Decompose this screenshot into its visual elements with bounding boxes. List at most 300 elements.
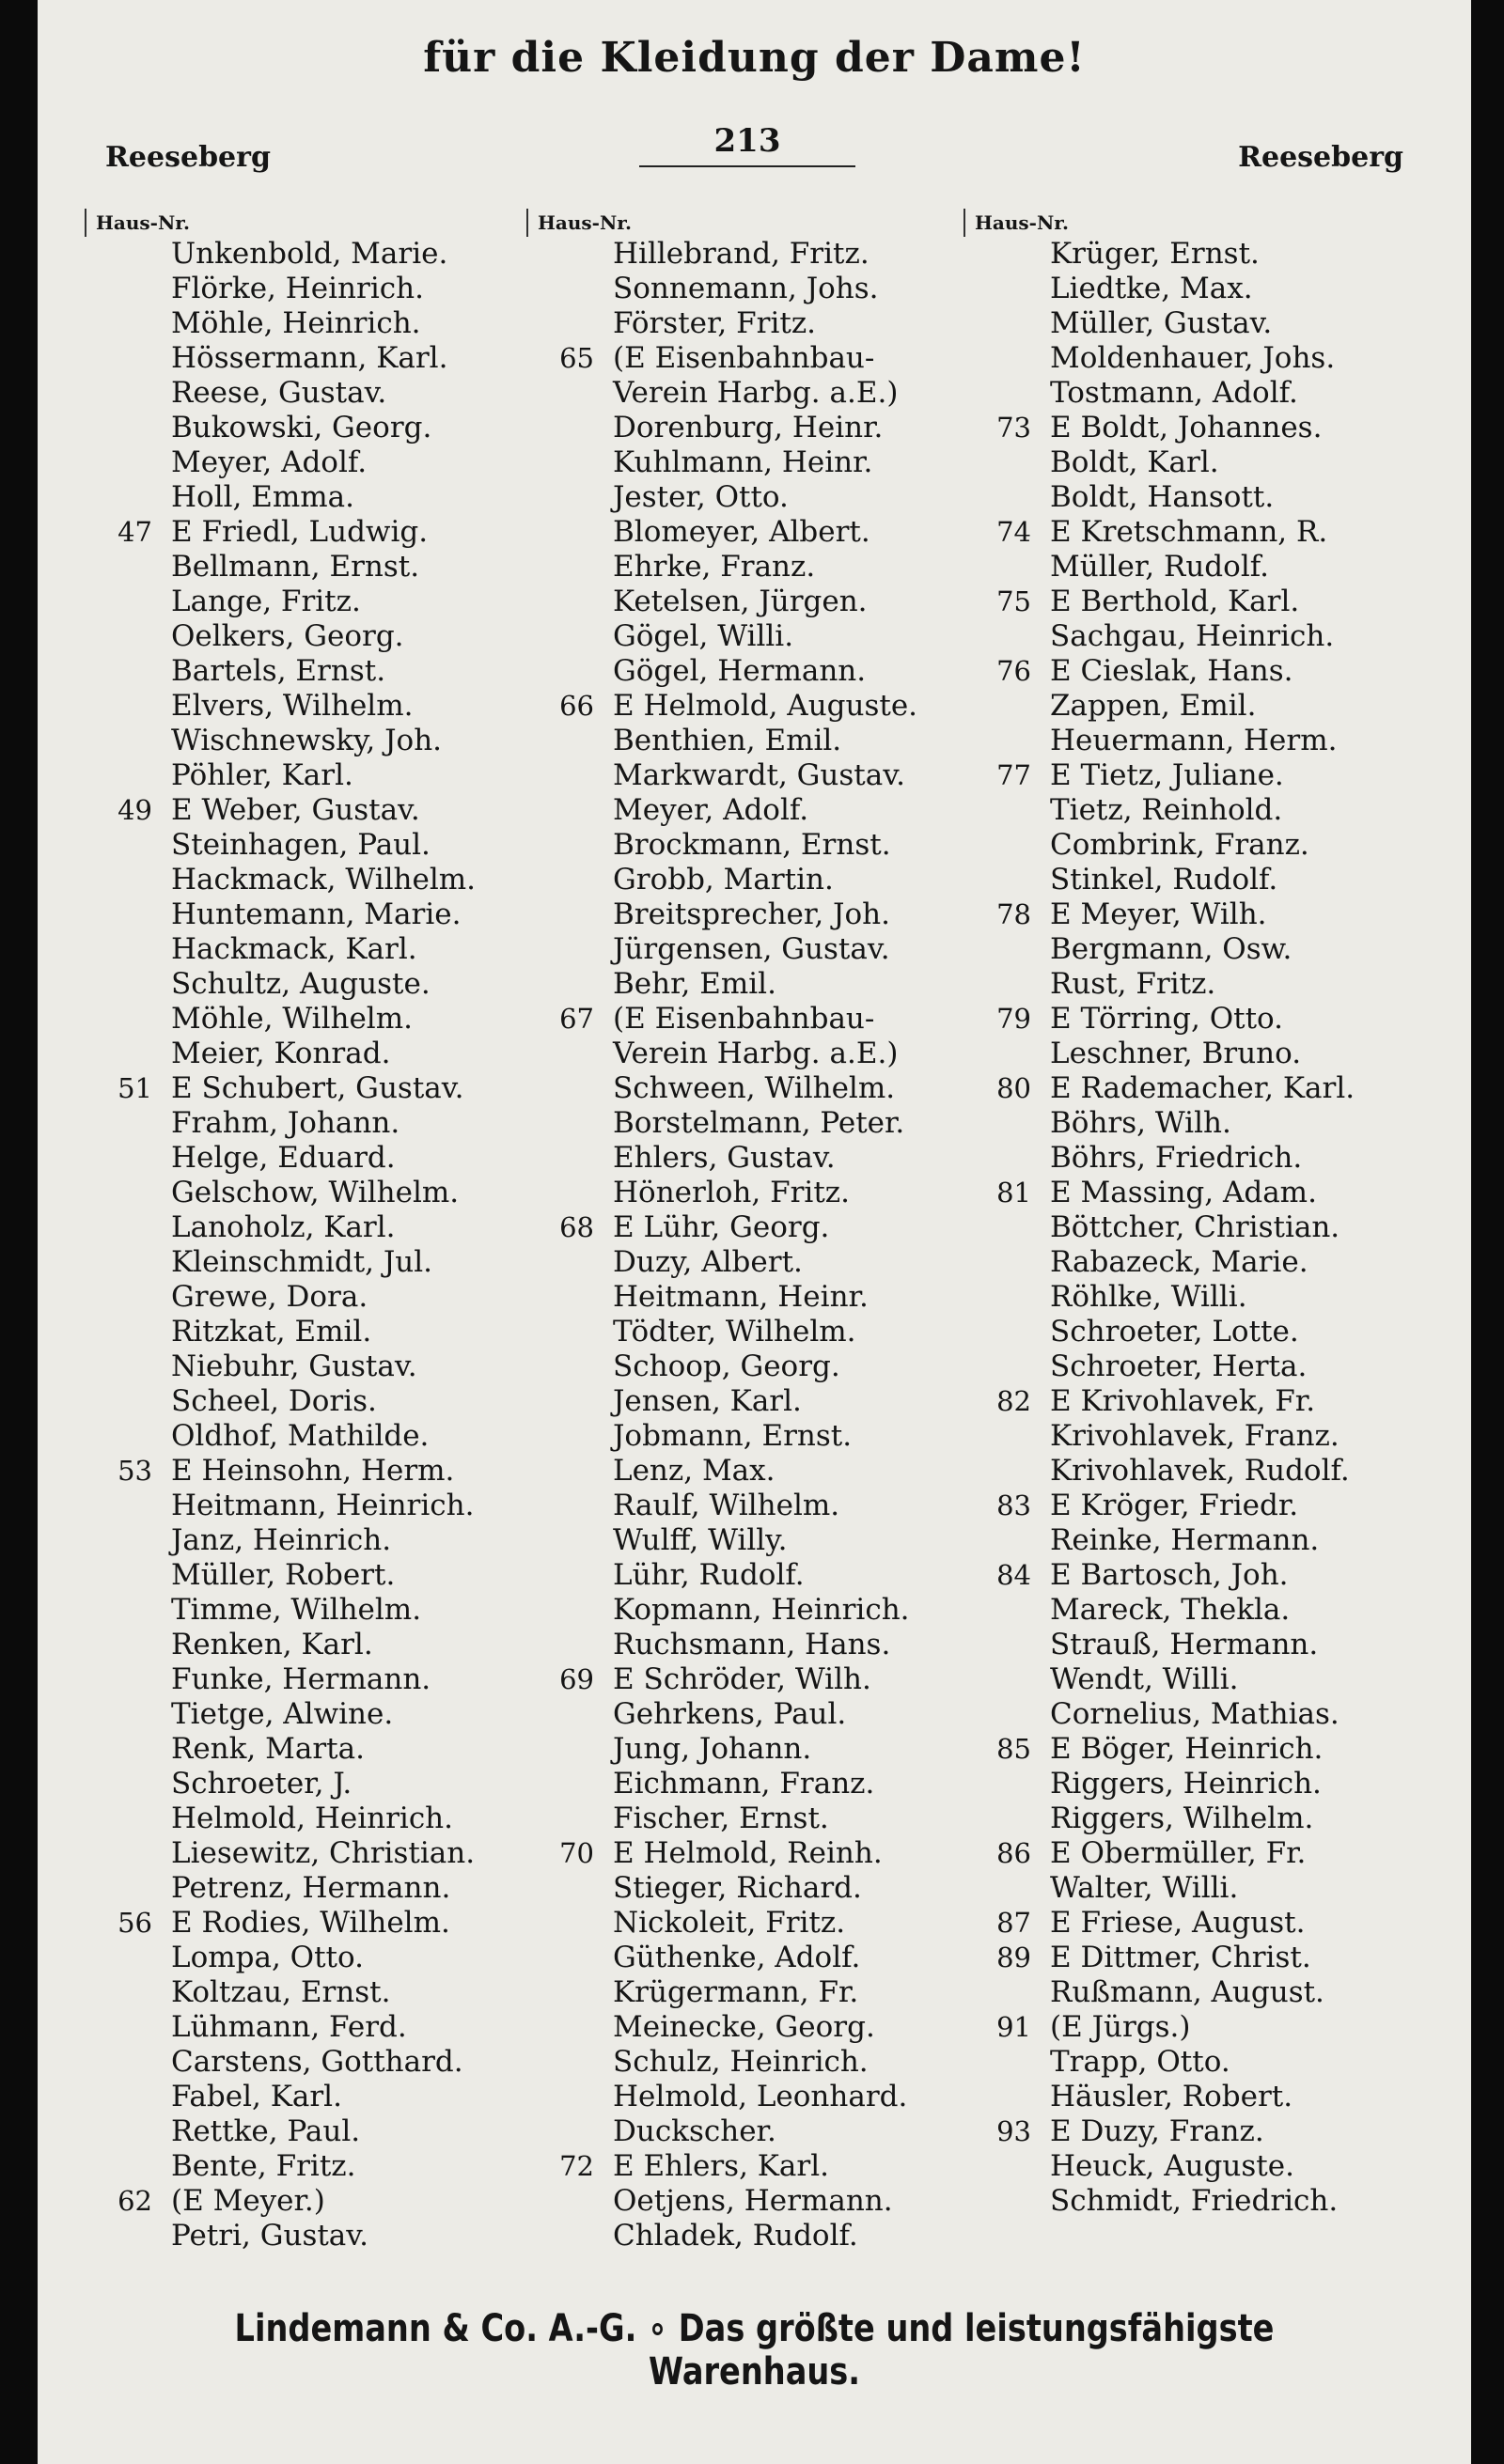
- directory-entry: [964, 1245, 1405, 1280]
- resident-name: Carstens, Gotthard.: [171, 2045, 463, 2079]
- directory-entry: [526, 1489, 968, 1523]
- running-head-left: Reeseberg: [105, 141, 271, 174]
- directory-entry: [85, 1210, 526, 1245]
- resident-name: Oetjens, Hermann.: [613, 2184, 893, 2218]
- resident-name: E Dittmer, Christ.: [1050, 1941, 1311, 1974]
- resident-name: E Schröder, Wilh.: [613, 1662, 871, 1696]
- directory-entry: [85, 411, 526, 445]
- resident-name: Kopmann, Heinrich.: [613, 1593, 910, 1627]
- directory-entry: [964, 1315, 1405, 1349]
- resident-name: Raulf, Wilhelm.: [613, 1489, 840, 1522]
- directory-entry: [964, 1523, 1405, 1558]
- resident-name: Meyer, Adolf.: [613, 793, 809, 827]
- house-number: 51: [118, 1072, 152, 1104]
- directory-entry: [85, 2010, 526, 2045]
- resident-name: Bente, Fritz.: [171, 2149, 356, 2183]
- resident-name: Schroeter, J.: [171, 1767, 352, 1801]
- house-number: 81: [996, 1177, 1031, 1209]
- directory-entry: [526, 1975, 968, 2010]
- resident-name: Böttcher, Christian.: [1050, 1210, 1340, 1244]
- resident-name: Müller, Robert.: [171, 1558, 396, 1592]
- resident-name: Jobmann, Ernst.: [613, 1419, 853, 1453]
- resident-name: Huntemann, Marie.: [171, 897, 462, 931]
- directory-entry: [526, 1419, 968, 1454]
- resident-name: Stinkel, Rudolf.: [1050, 863, 1278, 897]
- resident-name: E Schubert, Gustav.: [171, 1071, 464, 1105]
- resident-name: Schultz, Auguste.: [171, 967, 431, 1001]
- resident-name: E Heinsohn, Herm.: [171, 1454, 455, 1488]
- house-number: 53: [118, 1455, 152, 1487]
- directory-entry: [85, 1801, 526, 1836]
- house-number: 79: [996, 1003, 1031, 1035]
- resident-name: Walter, Willi.: [1050, 1871, 1239, 1905]
- resident-name: Müller, Gustav.: [1050, 306, 1273, 340]
- directory-entry: [964, 1002, 1405, 1037]
- directory-entry: [85, 550, 526, 585]
- resident-name: Hönerloh, Fritz.: [613, 1176, 850, 1209]
- directory-entry: [964, 550, 1405, 585]
- resident-name: Schroeter, Herta.: [1050, 1349, 1308, 1383]
- resident-name: Hössermann, Karl.: [171, 341, 448, 375]
- page-header: [38, 122, 1471, 179]
- resident-name: Behr, Emil.: [613, 967, 776, 1001]
- house-number: 86: [996, 1837, 1031, 1869]
- house-number: 69: [559, 1663, 594, 1695]
- resident-name: Bartels, Ernst.: [171, 654, 386, 688]
- directory-entry: [526, 2184, 968, 2219]
- directory-entry: [85, 376, 526, 411]
- directory-entry: [526, 550, 968, 585]
- directory-entry: [964, 2149, 1405, 2184]
- directory-entry: [964, 1454, 1405, 1489]
- directory-entry: [964, 1349, 1405, 1384]
- resident-name: E Törring, Otto.: [1050, 1002, 1283, 1036]
- directory-entry: [964, 411, 1405, 445]
- resident-name: E Berthold, Karl.: [1050, 585, 1300, 618]
- resident-name: Blomeyer, Albert.: [613, 515, 870, 549]
- directory-entry: [964, 1697, 1405, 1732]
- resident-name: Tostmann, Adolf.: [1050, 376, 1298, 410]
- resident-name: (E Meyer.): [171, 2184, 325, 2218]
- resident-name: Bergmann, Osw.: [1050, 932, 1292, 966]
- directory-entry: [85, 758, 526, 793]
- directory-entry: [85, 1489, 526, 1523]
- resident-name: Breitsprecher, Joh.: [613, 897, 890, 931]
- resident-name: Kleinschmidt, Jul.: [171, 1245, 433, 1279]
- resident-name: (E Eisenbahnbau-: [613, 1002, 875, 1036]
- directory-entry: [526, 1662, 968, 1697]
- directory-entry: [526, 237, 968, 272]
- directory-entry: [964, 272, 1405, 306]
- resident-name: Bukowski, Georg.: [171, 411, 432, 444]
- resident-name: Strauß, Hermann.: [1050, 1628, 1319, 1661]
- resident-name: Böhrs, Friedrich.: [1050, 1141, 1303, 1175]
- directory-entry: [964, 793, 1405, 828]
- resident-name: Krügermann, Fr.: [613, 1975, 859, 2009]
- directory-entry: [964, 828, 1405, 863]
- resident-name: Heuck, Auguste.: [1050, 2149, 1294, 2183]
- resident-name: Oldhof, Mathilde.: [171, 1419, 430, 1453]
- directory-entry: [85, 619, 526, 654]
- resident-name: Jester, Otto.: [613, 480, 789, 514]
- resident-name: Reese, Gustav.: [171, 376, 387, 410]
- resident-name: Hillebrand, Fritz.: [613, 237, 870, 271]
- directory-entry: [964, 1210, 1405, 1245]
- resident-name: Rettke, Paul.: [171, 2114, 361, 2148]
- house-number: 73: [996, 412, 1031, 444]
- directory-entry: [964, 2045, 1405, 2080]
- directory-entry: [85, 1732, 526, 1767]
- directory-entry: [526, 654, 968, 689]
- directory-entry: [526, 724, 968, 758]
- resident-name: Fischer, Ernst.: [613, 1801, 829, 1835]
- house-number: 77: [996, 759, 1031, 791]
- resident-name: Gögel, Hermann.: [613, 654, 867, 688]
- directory-entry: [964, 967, 1405, 1002]
- resident-name: Ruchsmann, Hans.: [613, 1628, 891, 1661]
- resident-name: Mareck, Thekla.: [1050, 1593, 1291, 1627]
- resident-name: Schulz, Heinrich.: [613, 2045, 869, 2079]
- directory-entry: [964, 1106, 1405, 1141]
- directory-entry: [964, 758, 1405, 793]
- directory-entry: [85, 1002, 526, 1037]
- resident-name: Combrink, Franz.: [1050, 828, 1309, 862]
- house-number: 68: [559, 1211, 594, 1243]
- directory-entry: [964, 1593, 1405, 1628]
- resident-name: Eichmann, Franz.: [613, 1767, 875, 1801]
- directory-entry: [964, 654, 1405, 689]
- resident-name: (E Eisenbahnbau-: [613, 341, 875, 375]
- directory-entry: [526, 1106, 968, 1141]
- directory-entry: [526, 480, 968, 515]
- directory-entry: [526, 1801, 968, 1836]
- directory-entry: [964, 515, 1405, 550]
- house-number: 93: [996, 2115, 1031, 2147]
- directory-entry: [85, 445, 526, 480]
- resident-name: E Ehlers, Karl.: [613, 2149, 830, 2183]
- resident-name: Steinhagen, Paul.: [171, 828, 431, 862]
- house-number: 62: [118, 2185, 152, 2217]
- resident-name: Ketelsen, Jürgen.: [613, 585, 868, 618]
- directory-entry: [526, 1732, 968, 1767]
- directory-entry: [964, 2184, 1405, 2219]
- house-number: 70: [559, 1837, 594, 1869]
- directory-entry: [85, 2114, 526, 2149]
- directory-entry: [526, 1037, 968, 1071]
- resident-name: E Weber, Gustav.: [171, 793, 420, 827]
- resident-name: Schroeter, Lotte.: [1050, 1315, 1299, 1349]
- resident-name: Holl, Emma.: [171, 480, 354, 514]
- directory-entry: [964, 1489, 1405, 1523]
- directory-entry: [85, 1697, 526, 1732]
- directory-entry: [964, 1801, 1405, 1836]
- resident-name: Schmidt, Friedrich.: [1050, 2184, 1339, 2218]
- resident-name: Häusler, Robert.: [1050, 2080, 1293, 2113]
- house-number: 80: [996, 1072, 1031, 1104]
- resident-name: Flörke, Heinrich.: [171, 272, 424, 305]
- directory-entry: [964, 689, 1405, 724]
- resident-name: E Rodies, Wilhelm.: [171, 1906, 450, 1940]
- directory-column-2: [526, 209, 968, 2253]
- directory-entry: [964, 237, 1405, 272]
- house-number: 76: [996, 655, 1031, 687]
- resident-name: E Meyer, Wilh.: [1050, 897, 1267, 931]
- resident-name: Jürgensen, Gustav.: [613, 932, 890, 966]
- resident-name: Scheel, Doris.: [171, 1384, 377, 1418]
- directory-entry: [964, 376, 1405, 411]
- resident-name: Kuhlmann, Heinr.: [613, 445, 873, 479]
- resident-name: Borstelmann, Peter.: [613, 1106, 905, 1140]
- directory-entry: [526, 689, 968, 724]
- resident-name: Duzy, Albert.: [613, 1245, 803, 1279]
- resident-name: Möhle, Heinrich.: [171, 306, 421, 340]
- directory-entry: [526, 1315, 968, 1349]
- directory-entry: [85, 1871, 526, 1906]
- resident-name: Krivohlavek, Rudolf.: [1050, 1454, 1350, 1488]
- directory-entry: [85, 967, 526, 1002]
- resident-name: Helmold, Heinrich.: [171, 1801, 453, 1835]
- resident-name: E Lühr, Georg.: [613, 1210, 830, 1244]
- directory-entry: [964, 1732, 1405, 1767]
- directory-entry: [526, 758, 968, 793]
- directory-entry: [85, 1836, 526, 1871]
- directory-entry: [85, 306, 526, 341]
- directory-entry: [526, 2045, 968, 2080]
- resident-name: Jensen, Karl.: [613, 1384, 802, 1418]
- resident-name: Elvers, Wilhelm.: [171, 689, 414, 723]
- directory-entry: [526, 2080, 968, 2114]
- house-number: 85: [996, 1733, 1031, 1765]
- directory-entry: [964, 1176, 1405, 1210]
- resident-name: E Massing, Adam.: [1050, 1176, 1317, 1209]
- resident-name: Gehrkens, Paul.: [613, 1697, 847, 1731]
- resident-name: Möhle, Wilhelm.: [171, 1002, 413, 1036]
- directory-entry: [964, 2010, 1405, 2045]
- resident-name: Rabazeck, Marie.: [1050, 1245, 1308, 1279]
- directory-entry: [526, 1593, 968, 1628]
- resident-name: Hackmack, Karl.: [171, 932, 417, 966]
- resident-name: E Kröger, Friedr.: [1050, 1489, 1299, 1522]
- directory-entry: [964, 1662, 1405, 1697]
- resident-name: Wischnewsky, Joh.: [171, 724, 443, 757]
- resident-name: Reinke, Hermann.: [1050, 1523, 1320, 1557]
- resident-name: Schween, Wilhelm.: [613, 1071, 896, 1105]
- resident-name: Koltzau, Ernst.: [171, 1975, 391, 2009]
- directory-entry: [964, 932, 1405, 967]
- directory-entry: [964, 863, 1405, 897]
- directory-entry: [85, 272, 526, 306]
- directory-entry: [85, 515, 526, 550]
- house-number-header: Haus-Nr.: [526, 209, 968, 237]
- directory-entry: [526, 1349, 968, 1384]
- resident-name: Tödter, Wilhelm.: [613, 1315, 856, 1349]
- directory-entry: [526, 411, 968, 445]
- resident-name: Förster, Fritz.: [613, 306, 817, 340]
- directory-entry: [85, 585, 526, 619]
- house-number: 78: [996, 898, 1031, 930]
- house-number: 47: [118, 516, 152, 548]
- directory-entry: [964, 1037, 1405, 1071]
- directory-entry: [526, 619, 968, 654]
- directory-entry: [85, 1767, 526, 1801]
- directory-entry: [526, 1176, 968, 1210]
- resident-name: Böhrs, Wilh.: [1050, 1106, 1231, 1140]
- house-number: 91: [996, 2011, 1031, 2043]
- resident-name: Janz, Heinrich.: [171, 1523, 392, 1557]
- resident-name: E Tietz, Juliane.: [1050, 758, 1284, 792]
- resident-name: Fabel, Karl.: [171, 2080, 342, 2113]
- directory-entry: [964, 1836, 1405, 1871]
- directory-entry: [526, 1454, 968, 1489]
- directory-entry: [85, 654, 526, 689]
- directory-entry: [526, 897, 968, 932]
- resident-name: Rust, Fritz.: [1050, 967, 1216, 1001]
- resident-name: Ritzkat, Emil.: [171, 1315, 372, 1349]
- resident-name: Trapp, Otto.: [1050, 2045, 1230, 2079]
- directory-entry: [526, 2149, 968, 2184]
- resident-name: E Rademacher, Karl.: [1050, 1071, 1355, 1105]
- resident-name: Meier, Konrad.: [171, 1037, 391, 1070]
- directory-entry: [526, 1141, 968, 1176]
- house-number: 67: [559, 1003, 594, 1035]
- directory-entry: [964, 341, 1405, 376]
- directory-entry: [526, 1523, 968, 1558]
- directory-entry: [85, 1906, 526, 1941]
- resident-name: Cornelius, Mathias.: [1050, 1697, 1340, 1731]
- directory-entry: [85, 1384, 526, 1419]
- house-number-header: Haus-Nr.: [85, 209, 526, 237]
- resident-name: Pöhler, Karl.: [171, 758, 353, 792]
- resident-name: Heitmann, Heinr.: [613, 1280, 869, 1314]
- resident-name: Lanoholz, Karl.: [171, 1210, 396, 1244]
- house-number: 65: [559, 342, 594, 374]
- resident-name: Krüger, Ernst.: [1050, 237, 1260, 271]
- resident-name: Niebuhr, Gustav.: [171, 1349, 417, 1383]
- directory-entry: [526, 1245, 968, 1280]
- resident-name: Grewe, Dora.: [171, 1280, 368, 1314]
- resident-name: Rußmann, August.: [1050, 1975, 1324, 2009]
- directory-entry: [526, 1280, 968, 1315]
- directory-entry: [85, 724, 526, 758]
- resident-name: Tietz, Reinhold.: [1050, 793, 1283, 827]
- directory-entry: [85, 1071, 526, 1106]
- directory-entry: [526, 1941, 968, 1975]
- directory-entry: [964, 585, 1405, 619]
- resident-name: Stieger, Richard.: [613, 1871, 862, 1905]
- resident-name: E Krivohlavek, Fr.: [1050, 1384, 1316, 1418]
- directory-entry: [964, 1941, 1405, 1975]
- resident-name: Liedtke, Max.: [1050, 272, 1253, 305]
- resident-name: Unkenbold, Marie.: [171, 237, 448, 271]
- resident-name: Brockmann, Ernst.: [613, 828, 891, 862]
- directory-entry: [85, 2045, 526, 2080]
- resident-name: Verein Harbg. a.E.): [613, 376, 899, 410]
- resident-name: Helmold, Leonhard.: [613, 2080, 908, 2113]
- directory-entry: [526, 932, 968, 967]
- resident-name: Gögel, Willi.: [613, 619, 794, 653]
- directory-entry: [964, 306, 1405, 341]
- resident-name: Krivohlavek, Franz.: [1050, 1419, 1340, 1453]
- house-number: 74: [996, 516, 1031, 548]
- directory-entry: [85, 1523, 526, 1558]
- resident-name: (E Jürgs.): [1050, 2010, 1191, 2044]
- resident-name: Röhlke, Willi.: [1050, 1280, 1247, 1314]
- directory-entry: [85, 1176, 526, 1210]
- directory-column-1: [85, 209, 526, 2253]
- house-number: 82: [996, 1385, 1031, 1417]
- directory-entry: [526, 1558, 968, 1593]
- directory-entry: [526, 445, 968, 480]
- directory-entry: [964, 2080, 1405, 2114]
- resident-name: Frahm, Johann.: [171, 1106, 400, 1140]
- directory-entry: [964, 1280, 1405, 1315]
- directory-entry: [526, 1210, 968, 1245]
- resident-name: Riggers, Heinrich.: [1050, 1767, 1322, 1801]
- resident-name: Renk, Marta.: [171, 1732, 365, 1766]
- resident-name: Heitmann, Heinrich.: [171, 1489, 475, 1522]
- directory-entry: [526, 1628, 968, 1662]
- directory-entry: [85, 1975, 526, 2010]
- resident-name: Petrenz, Hermann.: [171, 1871, 451, 1905]
- resident-name: E Duzy, Franz.: [1050, 2114, 1264, 2148]
- page-number: 213: [639, 122, 855, 167]
- resident-name: Markwardt, Gustav.: [613, 758, 905, 792]
- resident-name: Liesewitz, Christian.: [171, 1836, 476, 1870]
- directory-entry: [964, 445, 1405, 480]
- advertising-banner: für die Kleidung der Dame!: [423, 34, 1086, 82]
- directory-entry: [85, 1280, 526, 1315]
- directory-entry: [85, 689, 526, 724]
- resident-name: Funke, Hermann.: [171, 1662, 431, 1696]
- directory-entry: [85, 2184, 526, 2219]
- directory-entry: [85, 2149, 526, 2184]
- directory-entry: [85, 897, 526, 932]
- resident-name: Tietge, Alwine.: [171, 1697, 394, 1731]
- directory-entry: [85, 1315, 526, 1349]
- resident-name: Heuermann, Herm.: [1050, 724, 1338, 757]
- directory-entry: [526, 2114, 968, 2149]
- resident-name: E Kretschmann, R.: [1050, 515, 1328, 549]
- resident-name: Renken, Karl.: [171, 1628, 373, 1661]
- directory-page: [38, 0, 1471, 2464]
- directory-entry: [85, 1454, 526, 1489]
- resident-name: E Friese, August.: [1050, 1906, 1306, 1940]
- resident-name: Jung, Johann.: [613, 1732, 812, 1766]
- directory-entry: [964, 619, 1405, 654]
- resident-name: Güthenke, Adolf.: [613, 1941, 861, 1974]
- directory-entry: [85, 863, 526, 897]
- house-number-header: Haus-Nr.: [964, 209, 1405, 237]
- resident-name: Meyer, Adolf.: [171, 445, 368, 479]
- directory-entry: [85, 2219, 526, 2253]
- resident-name: E Helmold, Auguste.: [613, 689, 918, 723]
- directory-column-3: [964, 209, 1405, 2219]
- directory-entry: [85, 1419, 526, 1454]
- resident-name: Sachgau, Heinrich.: [1050, 619, 1335, 653]
- directory-entry: [526, 828, 968, 863]
- house-number: 83: [996, 1489, 1031, 1521]
- directory-entry: [526, 793, 968, 828]
- directory-entry: [85, 237, 526, 272]
- house-number: 72: [559, 2150, 594, 2182]
- resident-name: Duckscher.: [613, 2114, 776, 2148]
- footer-advertisement: Lindemann & Co. A.-G. ∘ Das größte und leistungsfähigste Warenhaus.: [234, 2307, 1275, 2394]
- resident-name: E Helmold, Reinh.: [613, 1836, 883, 1870]
- directory-entry: [964, 1419, 1405, 1454]
- resident-name: Ehrke, Franz.: [613, 550, 816, 584]
- directory-entry: [85, 1106, 526, 1141]
- resident-name: Nickoleit, Fritz.: [613, 1906, 846, 1940]
